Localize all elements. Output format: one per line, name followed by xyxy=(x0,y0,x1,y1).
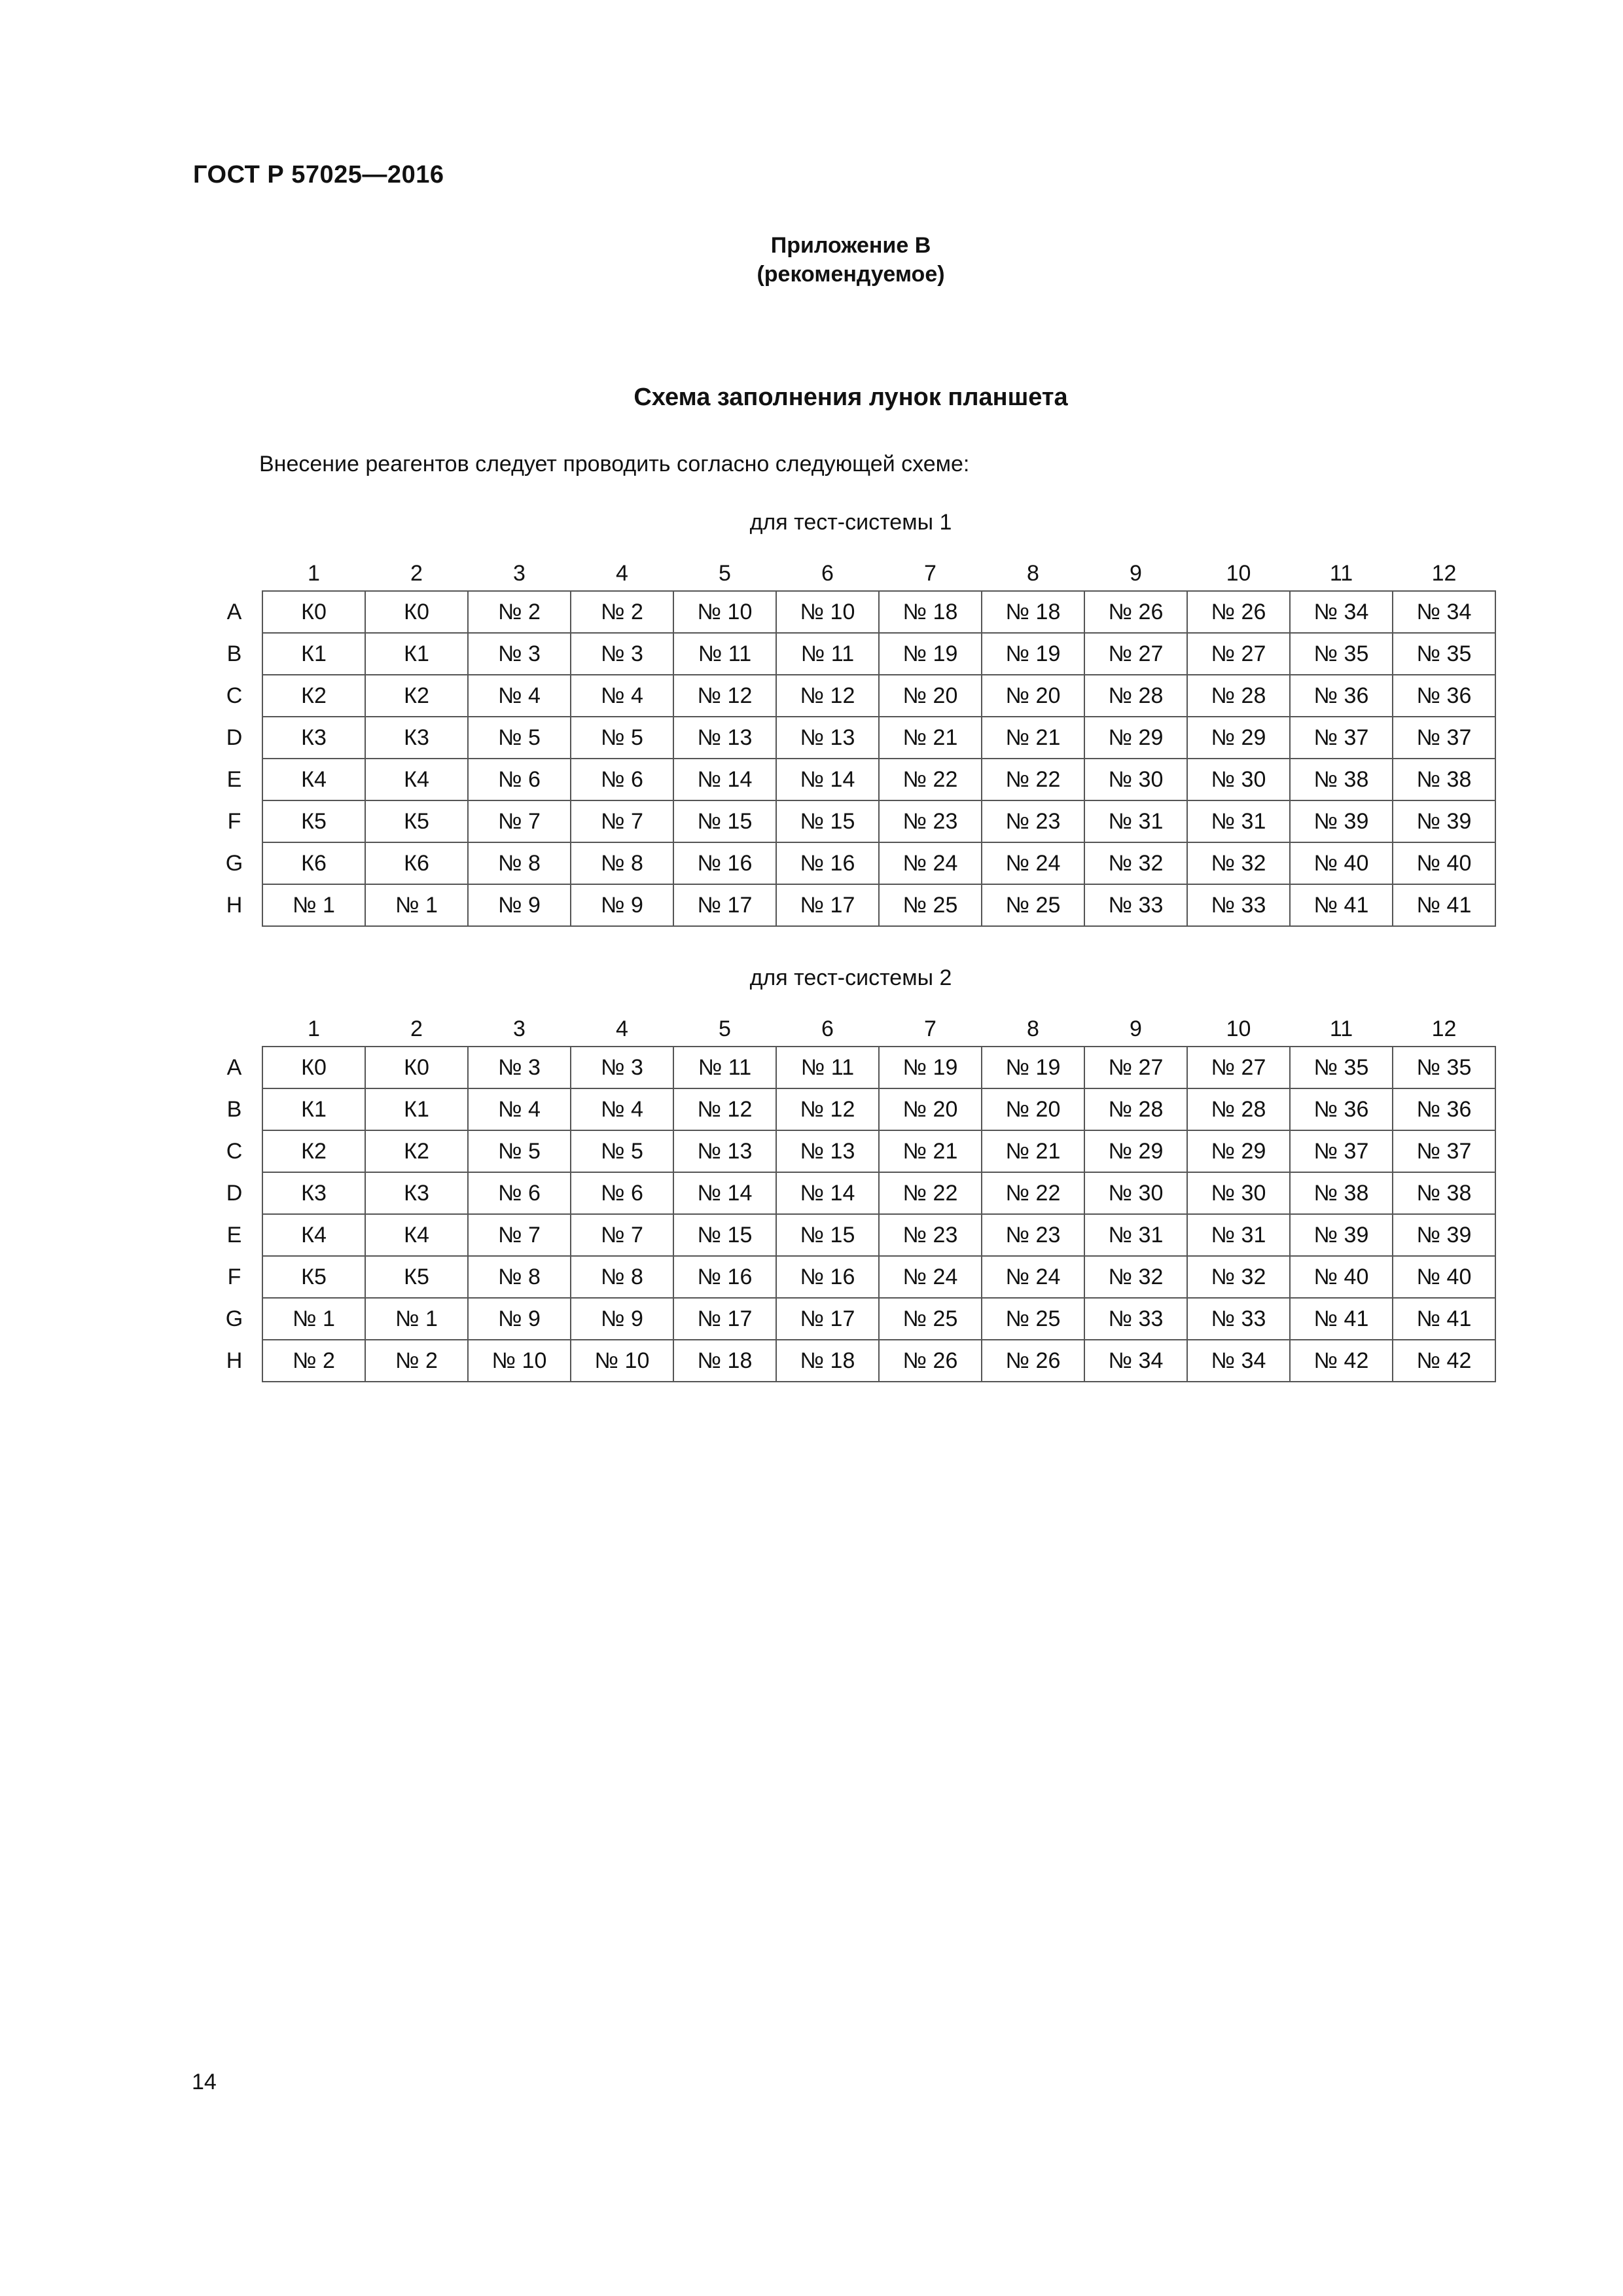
well-cell: № 42 xyxy=(1393,1340,1495,1382)
well-cell: № 17 xyxy=(776,884,879,926)
well-cell: № 5 xyxy=(468,717,571,759)
well-cell: № 29 xyxy=(1084,1130,1187,1172)
well-cell: К3 xyxy=(262,717,365,759)
plate-row xyxy=(207,675,1495,717)
well-cell: № 7 xyxy=(468,1214,571,1256)
well-cell: № 24 xyxy=(982,1256,1084,1298)
plate-row xyxy=(207,759,1495,800)
well-cell: № 30 xyxy=(1084,759,1187,800)
well-cell: № 42 xyxy=(1290,1340,1393,1382)
well-cell: № 17 xyxy=(673,884,776,926)
well-cell: № 7 xyxy=(571,800,673,842)
well-cell: № 10 xyxy=(571,1340,673,1382)
well-cell: № 32 xyxy=(1187,1256,1290,1298)
column-header: 12 xyxy=(1431,560,1457,586)
well-cell: № 39 xyxy=(1290,800,1393,842)
row-label: H xyxy=(226,892,243,918)
well-cell: № 21 xyxy=(982,717,1084,759)
row-label: H xyxy=(226,1348,243,1373)
well-cell: К1 xyxy=(365,1088,468,1130)
well-cell: № 31 xyxy=(1084,800,1187,842)
plate-row xyxy=(207,1047,1495,1088)
intro-paragraph: Внесение реагентов следует проводить согласно следующей схеме: xyxy=(259,452,970,476)
well-cell: № 27 xyxy=(1084,633,1187,675)
well-cell: № 22 xyxy=(982,759,1084,800)
row-label: A xyxy=(226,599,242,624)
well-cell: К0 xyxy=(262,591,365,633)
well-cell: № 13 xyxy=(776,1130,879,1172)
plate-table xyxy=(207,556,1496,927)
well-cell: № 37 xyxy=(1393,717,1495,759)
column-header: 8 xyxy=(1027,1016,1039,1041)
column-header: 2 xyxy=(410,1016,423,1041)
well-cell: № 33 xyxy=(1084,1298,1187,1340)
well-cell: № 31 xyxy=(1187,800,1290,842)
well-cell: К0 xyxy=(262,1047,365,1088)
well-cell: № 38 xyxy=(1393,759,1495,800)
well-cell: № 19 xyxy=(879,1047,982,1088)
well-cell: № 1 xyxy=(262,884,365,926)
well-cell: № 4 xyxy=(468,675,571,717)
well-cell: № 12 xyxy=(673,675,776,717)
well-cell: К4 xyxy=(262,1214,365,1256)
well-cell: К2 xyxy=(262,1130,365,1172)
column-header: 3 xyxy=(513,560,526,586)
well-cell: № 34 xyxy=(1187,1340,1290,1382)
column-header: 10 xyxy=(1226,560,1251,586)
well-cell: № 12 xyxy=(673,1088,776,1130)
well-cell: № 8 xyxy=(468,1256,571,1298)
column-header: 11 xyxy=(1329,1016,1353,1041)
well-cell: № 41 xyxy=(1393,884,1495,926)
well-cell: № 3 xyxy=(468,633,571,675)
well-cell: К3 xyxy=(365,1172,468,1214)
well-cell: № 25 xyxy=(982,1298,1084,1340)
well-cell: № 37 xyxy=(1290,1130,1393,1172)
well-cell: № 13 xyxy=(776,717,879,759)
row-label: C xyxy=(226,683,243,708)
row-label: F xyxy=(227,1264,241,1289)
well-cell: № 35 xyxy=(1393,633,1495,675)
corner-cell xyxy=(207,556,262,591)
plate-row xyxy=(207,1172,1495,1214)
well-cell: № 17 xyxy=(776,1298,879,1340)
well-cell: № 4 xyxy=(468,1088,571,1130)
well-cell: № 14 xyxy=(673,759,776,800)
appendix-title: Приложение В xyxy=(770,233,931,258)
column-header: 7 xyxy=(924,1016,936,1041)
plate-table xyxy=(207,1012,1496,1382)
plate-row xyxy=(207,800,1495,842)
well-cell: № 25 xyxy=(879,1298,982,1340)
well-cell: № 17 xyxy=(673,1298,776,1340)
well-cell: № 19 xyxy=(982,633,1084,675)
well-cell: № 9 xyxy=(468,1298,571,1340)
well-cell: № 33 xyxy=(1187,884,1290,926)
well-cell: № 24 xyxy=(879,1256,982,1298)
well-cell: № 30 xyxy=(1187,759,1290,800)
column-header: 7 xyxy=(924,560,936,586)
plate-row xyxy=(207,884,1495,926)
well-cell: № 12 xyxy=(776,675,879,717)
plate-row xyxy=(207,633,1495,675)
well-cell: № 15 xyxy=(776,1214,879,1256)
well-cell: № 15 xyxy=(673,800,776,842)
column-header: 4 xyxy=(616,1016,628,1041)
document-code: ГОСТ Р 57025—2016 xyxy=(193,161,444,188)
well-cell: № 38 xyxy=(1290,1172,1393,1214)
well-cell: № 24 xyxy=(879,842,982,884)
well-cell: № 22 xyxy=(879,759,982,800)
column-header-row xyxy=(207,1012,1495,1047)
column-header: 5 xyxy=(719,1016,731,1041)
well-cell: № 8 xyxy=(571,1256,673,1298)
well-cell: № 10 xyxy=(673,591,776,633)
well-cell: № 28 xyxy=(1187,1088,1290,1130)
well-cell: № 2 xyxy=(262,1340,365,1382)
well-cell: № 29 xyxy=(1187,717,1290,759)
well-cell: № 23 xyxy=(879,1214,982,1256)
well-cell: № 29 xyxy=(1084,717,1187,759)
well-cell: № 11 xyxy=(673,1047,776,1088)
well-cell: № 4 xyxy=(571,675,673,717)
well-cell: № 8 xyxy=(468,842,571,884)
well-cell: № 27 xyxy=(1187,1047,1290,1088)
well-cell: № 39 xyxy=(1290,1214,1393,1256)
well-cell: № 5 xyxy=(468,1130,571,1172)
column-header: 2 xyxy=(410,560,423,586)
well-cell: № 12 xyxy=(776,1088,879,1130)
appendix-status: (рекомендуемое) xyxy=(757,262,945,287)
well-cell: № 5 xyxy=(571,1130,673,1172)
well-cell: № 15 xyxy=(673,1214,776,1256)
well-cell: № 21 xyxy=(879,1130,982,1172)
row-label: E xyxy=(226,1222,242,1247)
well-cell: № 2 xyxy=(468,591,571,633)
column-header-row xyxy=(207,556,1495,591)
well-cell: № 41 xyxy=(1290,1298,1393,1340)
well-cell: № 23 xyxy=(982,800,1084,842)
well-cell: № 36 xyxy=(1290,1088,1393,1130)
well-cell: К6 xyxy=(365,842,468,884)
well-cell: № 34 xyxy=(1084,1340,1187,1382)
well-cell: № 16 xyxy=(776,1256,879,1298)
well-cell: № 16 xyxy=(776,842,879,884)
well-cell: № 6 xyxy=(571,759,673,800)
well-cell: № 1 xyxy=(365,1298,468,1340)
well-cell: № 18 xyxy=(879,591,982,633)
well-cell: № 31 xyxy=(1084,1214,1187,1256)
well-cell: К3 xyxy=(365,717,468,759)
well-cell: К4 xyxy=(365,759,468,800)
well-cell: № 26 xyxy=(1187,591,1290,633)
row-label: G xyxy=(225,1306,243,1331)
well-cell: № 24 xyxy=(982,842,1084,884)
well-cell: № 34 xyxy=(1393,591,1495,633)
well-cell: № 3 xyxy=(468,1047,571,1088)
column-header: 6 xyxy=(821,560,834,586)
well-cell: № 30 xyxy=(1084,1172,1187,1214)
well-cell: № 11 xyxy=(776,1047,879,1088)
well-cell: № 34 xyxy=(1290,591,1393,633)
well-cell: № 38 xyxy=(1290,759,1393,800)
well-cell: № 27 xyxy=(1084,1047,1187,1088)
well-cell: К1 xyxy=(365,633,468,675)
well-cell: № 27 xyxy=(1187,633,1290,675)
well-cell: № 28 xyxy=(1084,1088,1187,1130)
well-cell: № 18 xyxy=(982,591,1084,633)
well-cell: № 32 xyxy=(1084,842,1187,884)
well-cell: № 32 xyxy=(1084,1256,1187,1298)
column-header: 10 xyxy=(1226,1016,1251,1041)
row-label: F xyxy=(227,808,241,834)
well-cell: № 22 xyxy=(879,1172,982,1214)
well-cell: № 36 xyxy=(1393,1088,1495,1130)
well-cell: № 26 xyxy=(982,1340,1084,1382)
column-header: 1 xyxy=(308,560,320,586)
well-cell: № 25 xyxy=(982,884,1084,926)
well-cell: № 26 xyxy=(1084,591,1187,633)
well-cell: № 36 xyxy=(1393,675,1495,717)
column-header: 12 xyxy=(1431,1016,1457,1041)
column-header: 4 xyxy=(616,560,628,586)
well-cell: К0 xyxy=(365,591,468,633)
column-header: 8 xyxy=(1027,560,1039,586)
well-cell: № 2 xyxy=(571,591,673,633)
well-cell: К3 xyxy=(262,1172,365,1214)
plate-row xyxy=(207,1256,1495,1298)
well-cell: № 6 xyxy=(468,759,571,800)
well-cell: № 7 xyxy=(571,1214,673,1256)
well-cell: № 14 xyxy=(776,759,879,800)
well-cell: К5 xyxy=(262,800,365,842)
row-label: D xyxy=(226,1180,243,1206)
well-cell: № 14 xyxy=(776,1172,879,1214)
well-cell: № 21 xyxy=(982,1130,1084,1172)
well-cell: № 35 xyxy=(1290,1047,1393,1088)
plate-caption: для тест-системы 2 xyxy=(749,965,952,990)
well-cell: № 18 xyxy=(673,1340,776,1382)
well-cell: № 30 xyxy=(1187,1172,1290,1214)
well-cell: К0 xyxy=(365,1047,468,1088)
well-cell: № 35 xyxy=(1393,1047,1495,1088)
well-cell: № 20 xyxy=(982,1088,1084,1130)
well-cell: № 40 xyxy=(1393,842,1495,884)
well-cell: № 6 xyxy=(571,1172,673,1214)
well-cell: № 40 xyxy=(1290,842,1393,884)
well-cell: № 37 xyxy=(1393,1130,1495,1172)
well-cell: № 32 xyxy=(1187,842,1290,884)
well-cell: К4 xyxy=(365,1214,468,1256)
well-cell: № 3 xyxy=(571,1047,673,1088)
well-cell: № 16 xyxy=(673,1256,776,1298)
well-cell: № 15 xyxy=(776,800,879,842)
well-cell: № 16 xyxy=(673,842,776,884)
well-cell: К1 xyxy=(262,633,365,675)
row-label: B xyxy=(226,1096,242,1122)
well-cell: № 41 xyxy=(1393,1298,1495,1340)
well-cell: № 1 xyxy=(262,1298,365,1340)
row-label: E xyxy=(226,766,242,792)
well-cell: № 3 xyxy=(571,633,673,675)
plate-row xyxy=(207,1340,1495,1382)
column-header: 3 xyxy=(513,1016,526,1041)
well-cell: № 2 xyxy=(365,1340,468,1382)
column-header: 9 xyxy=(1130,560,1142,586)
well-cell: К6 xyxy=(262,842,365,884)
plate-row xyxy=(207,717,1495,759)
well-cell: № 36 xyxy=(1290,675,1393,717)
well-cell: К4 xyxy=(262,759,365,800)
well-cell: № 13 xyxy=(673,1130,776,1172)
well-cell: № 23 xyxy=(982,1214,1084,1256)
plate-row xyxy=(207,1130,1495,1172)
well-cell: № 25 xyxy=(879,884,982,926)
well-cell: № 18 xyxy=(776,1340,879,1382)
well-cell: № 22 xyxy=(982,1172,1084,1214)
well-cell: № 14 xyxy=(673,1172,776,1214)
row-label: B xyxy=(226,641,242,666)
well-cell: К2 xyxy=(262,675,365,717)
row-label: C xyxy=(226,1138,243,1164)
well-cell: № 10 xyxy=(776,591,879,633)
well-cell: № 28 xyxy=(1187,675,1290,717)
well-cell: № 20 xyxy=(879,1088,982,1130)
well-cell: № 23 xyxy=(879,800,982,842)
well-cell: К5 xyxy=(262,1256,365,1298)
well-cell: № 29 xyxy=(1187,1130,1290,1172)
row-label: G xyxy=(225,850,243,876)
corner-cell xyxy=(207,1012,262,1047)
well-cell: № 37 xyxy=(1290,717,1393,759)
well-cell: К5 xyxy=(365,800,468,842)
well-cell: № 9 xyxy=(571,884,673,926)
well-cell: № 35 xyxy=(1290,633,1393,675)
well-cell: № 38 xyxy=(1393,1172,1495,1214)
section-title: Схема заполнения лунок планшета xyxy=(633,384,1068,411)
row-label: A xyxy=(226,1054,242,1080)
well-cell: К2 xyxy=(365,1130,468,1172)
well-cell: № 11 xyxy=(776,633,879,675)
plate-row xyxy=(207,842,1495,884)
well-cell: № 8 xyxy=(571,842,673,884)
well-cell: № 41 xyxy=(1290,884,1393,926)
well-cell: № 20 xyxy=(982,675,1084,717)
well-cell: № 13 xyxy=(673,717,776,759)
row-label: D xyxy=(226,725,243,750)
column-header: 11 xyxy=(1329,560,1353,586)
well-cell: № 33 xyxy=(1187,1298,1290,1340)
plate-row xyxy=(207,1088,1495,1130)
well-cell: № 40 xyxy=(1393,1256,1495,1298)
well-cell: № 39 xyxy=(1393,1214,1495,1256)
well-cell: № 21 xyxy=(879,717,982,759)
column-header: 9 xyxy=(1130,1016,1142,1041)
plate-row xyxy=(207,1298,1495,1340)
well-cell: № 11 xyxy=(673,633,776,675)
plate-row xyxy=(207,591,1495,633)
well-cell: № 6 xyxy=(468,1172,571,1214)
well-cell: № 31 xyxy=(1187,1214,1290,1256)
plate-row xyxy=(207,1214,1495,1256)
well-cell: № 20 xyxy=(879,675,982,717)
well-cell: № 28 xyxy=(1084,675,1187,717)
well-cell: № 1 xyxy=(365,884,468,926)
well-cell: К1 xyxy=(262,1088,365,1130)
well-cell: № 4 xyxy=(571,1088,673,1130)
plate-caption: для тест-системы 1 xyxy=(749,510,952,535)
well-cell: № 10 xyxy=(468,1340,571,1382)
well-cell: № 26 xyxy=(879,1340,982,1382)
well-cell: № 9 xyxy=(468,884,571,926)
well-cell: № 39 xyxy=(1393,800,1495,842)
well-cell: № 9 xyxy=(571,1298,673,1340)
well-cell: № 19 xyxy=(982,1047,1084,1088)
column-header: 5 xyxy=(719,560,731,586)
well-cell: К2 xyxy=(365,675,468,717)
well-cell: № 7 xyxy=(468,800,571,842)
well-cell: № 33 xyxy=(1084,884,1187,926)
well-cell: № 40 xyxy=(1290,1256,1393,1298)
page-number: 14 xyxy=(192,2070,217,2094)
well-cell: № 19 xyxy=(879,633,982,675)
column-header: 1 xyxy=(308,1016,320,1041)
well-cell: № 5 xyxy=(571,717,673,759)
well-cell: К5 xyxy=(365,1256,468,1298)
column-header: 6 xyxy=(821,1016,834,1041)
